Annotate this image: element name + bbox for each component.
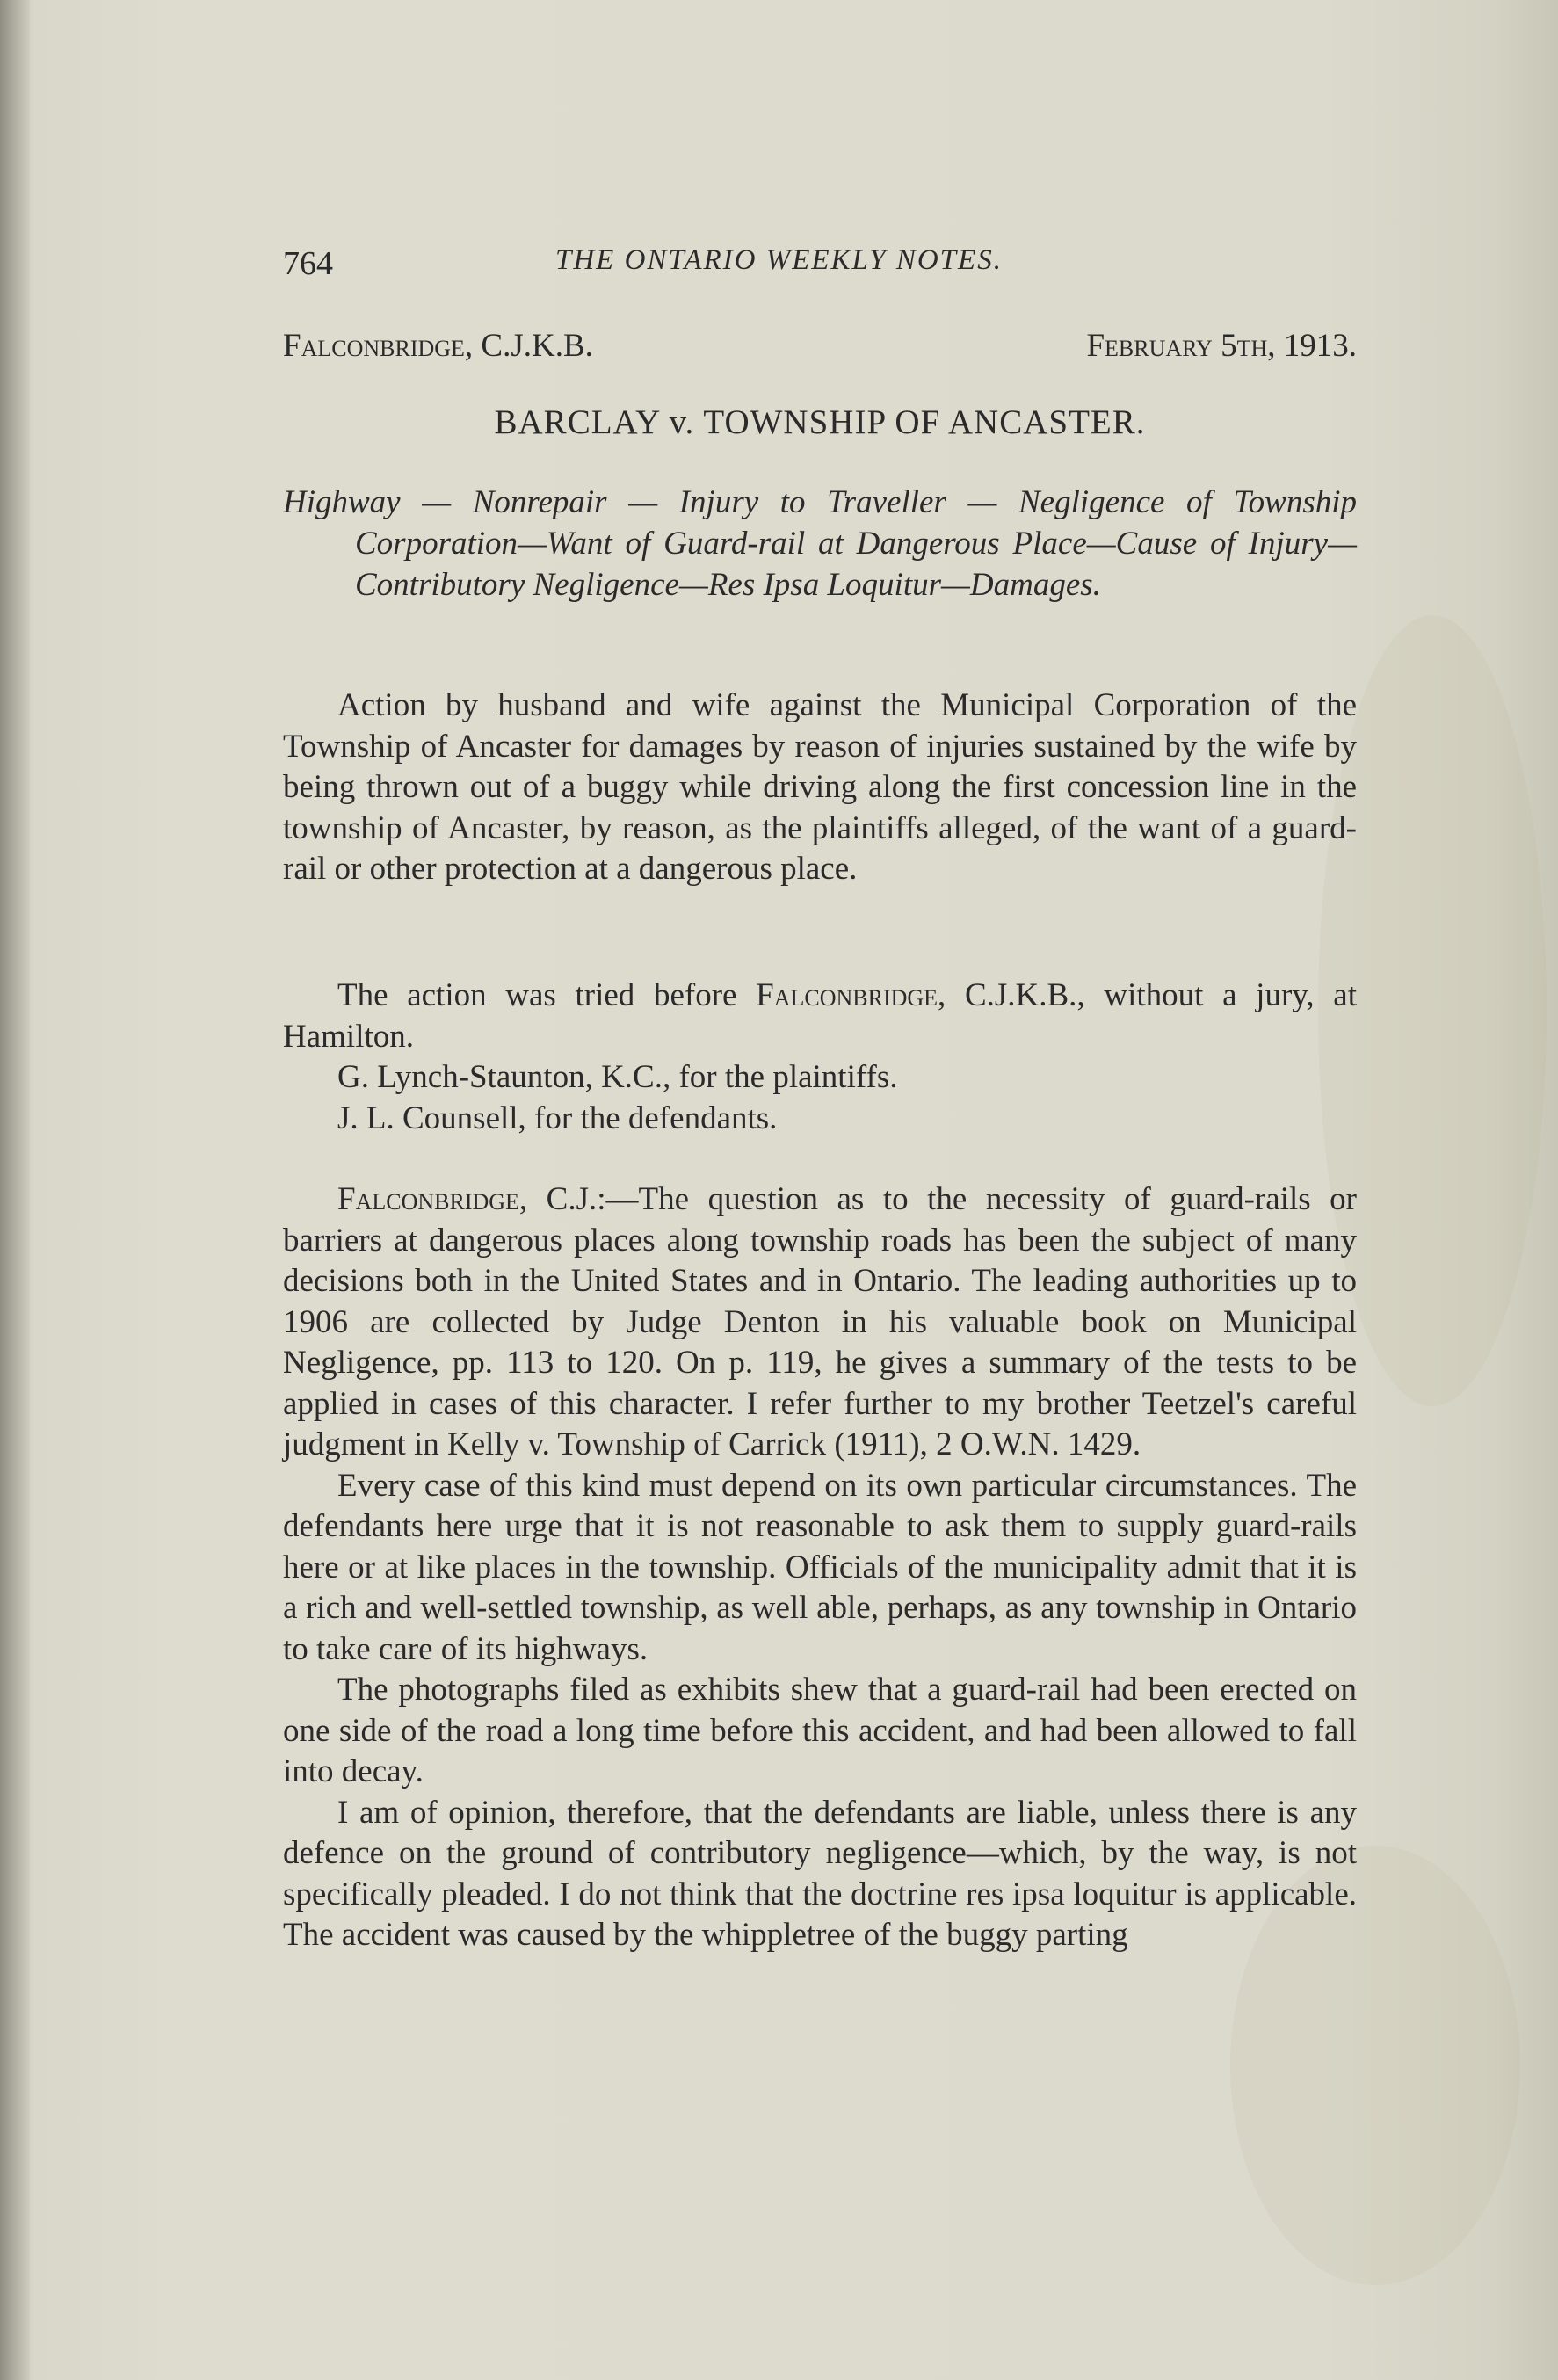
action-paragraph: Action by husband and wife against the Municipal Corporation of the Township of Ancaster for damages by reason of injuries sustained by the wife by being thrown out of a buggy while driving along the first concession line in the township of Ancaster, by reason, as the plaintiffs alleged, of the want of a guard-rail or other protection at a dangerous place. — [283, 687, 1357, 887]
trial-block — [283, 976, 1357, 1139]
action-paragraph-block — [283, 686, 1357, 890]
judgment-text-1: :—The question as to the necessity of guard-rails or barriers at dangerous places along township roads has been the subject of many decisions both in the United States and in Ontario. The leading authorities up to 1906 are collected by Judge Denton in his valuable book on Municipal Negligence, pp. 113 to 120. On p. 119, he gives a summary of the tests to be applied in cases of this character. I refer further to my brother Teetzel's careful judgment in Kelly v. Township of Carrick (1911), 2 O.W.N. 1429. — [283, 1181, 1357, 1462]
judgment-block — [283, 1179, 1357, 1956]
page-number: 764 — [283, 245, 333, 282]
journal-title: THE ONTARIO WEEKLY NOTES. — [555, 244, 1003, 276]
running-head — [283, 244, 1357, 288]
judge-name: Falconbridge, C.J.K.B. — [283, 328, 593, 364]
trial-judge: Falconbridge, C.J.K.B. — [756, 977, 1077, 1013]
judgment-paragraph-2: Every case of this kind must depend on its own particular circumstances. The defendants here urge that it is not reasonable to ask them to supply guard-rails here or at like places in the township. Officials of the municipality admit that it is a rich and well-settled township, as well able, perhaps, as any township in Ontario to take care of its highways. — [283, 1467, 1357, 1667]
headnote: Highway — Nonrepair — Injury to Traveller — Negligence of Township Corporation—Want of Guard-rail at Dangerous Place—Cause of Injury—Contributory Negligence—Res Ipsa Loquitur—Damages. — [283, 484, 1357, 603]
counsel-plaintiffs: G. Lynch-Staunton, K.C., for the plaintiffs. — [337, 1059, 898, 1095]
trial-suffix: , without a jury, at Hamilton. — [283, 977, 1358, 1055]
trial-paragraph — [283, 976, 1357, 1057]
trial-prefix: The action was tried before — [337, 977, 757, 1013]
judgment-paragraph-3: The photographs filed as exhibits shew that a guard-rail had been erected on one side of the road a long time before this accident, and had been allowed to fall into decay. — [283, 1672, 1357, 1789]
case-title: BARCLAY v. TOWNSHIP OF ANCASTER. — [494, 403, 1146, 441]
counsel-defendants: J. L. Counsell, for the defendants. — [337, 1099, 778, 1136]
decision-date: February 5th, 1913. — [1086, 328, 1357, 364]
judgment-speaker: Falconbridge, C.J. — [337, 1181, 598, 1217]
judgment-paragraph-1 — [283, 1179, 1357, 1466]
book-gutter — [0, 0, 30, 2380]
judge-date-line — [283, 327, 1357, 367]
judgment-paragraph-4: I am of opinion, therefore, that the defendants are liable, unless there is any defence on the ground of contributory negligence—which, by the way, is not specifically pleaded. I do not think that the doctrine res ipsa loquitur is applicable. The accident was caused by the whippletree of the buggy parting — [283, 1794, 1357, 1953]
